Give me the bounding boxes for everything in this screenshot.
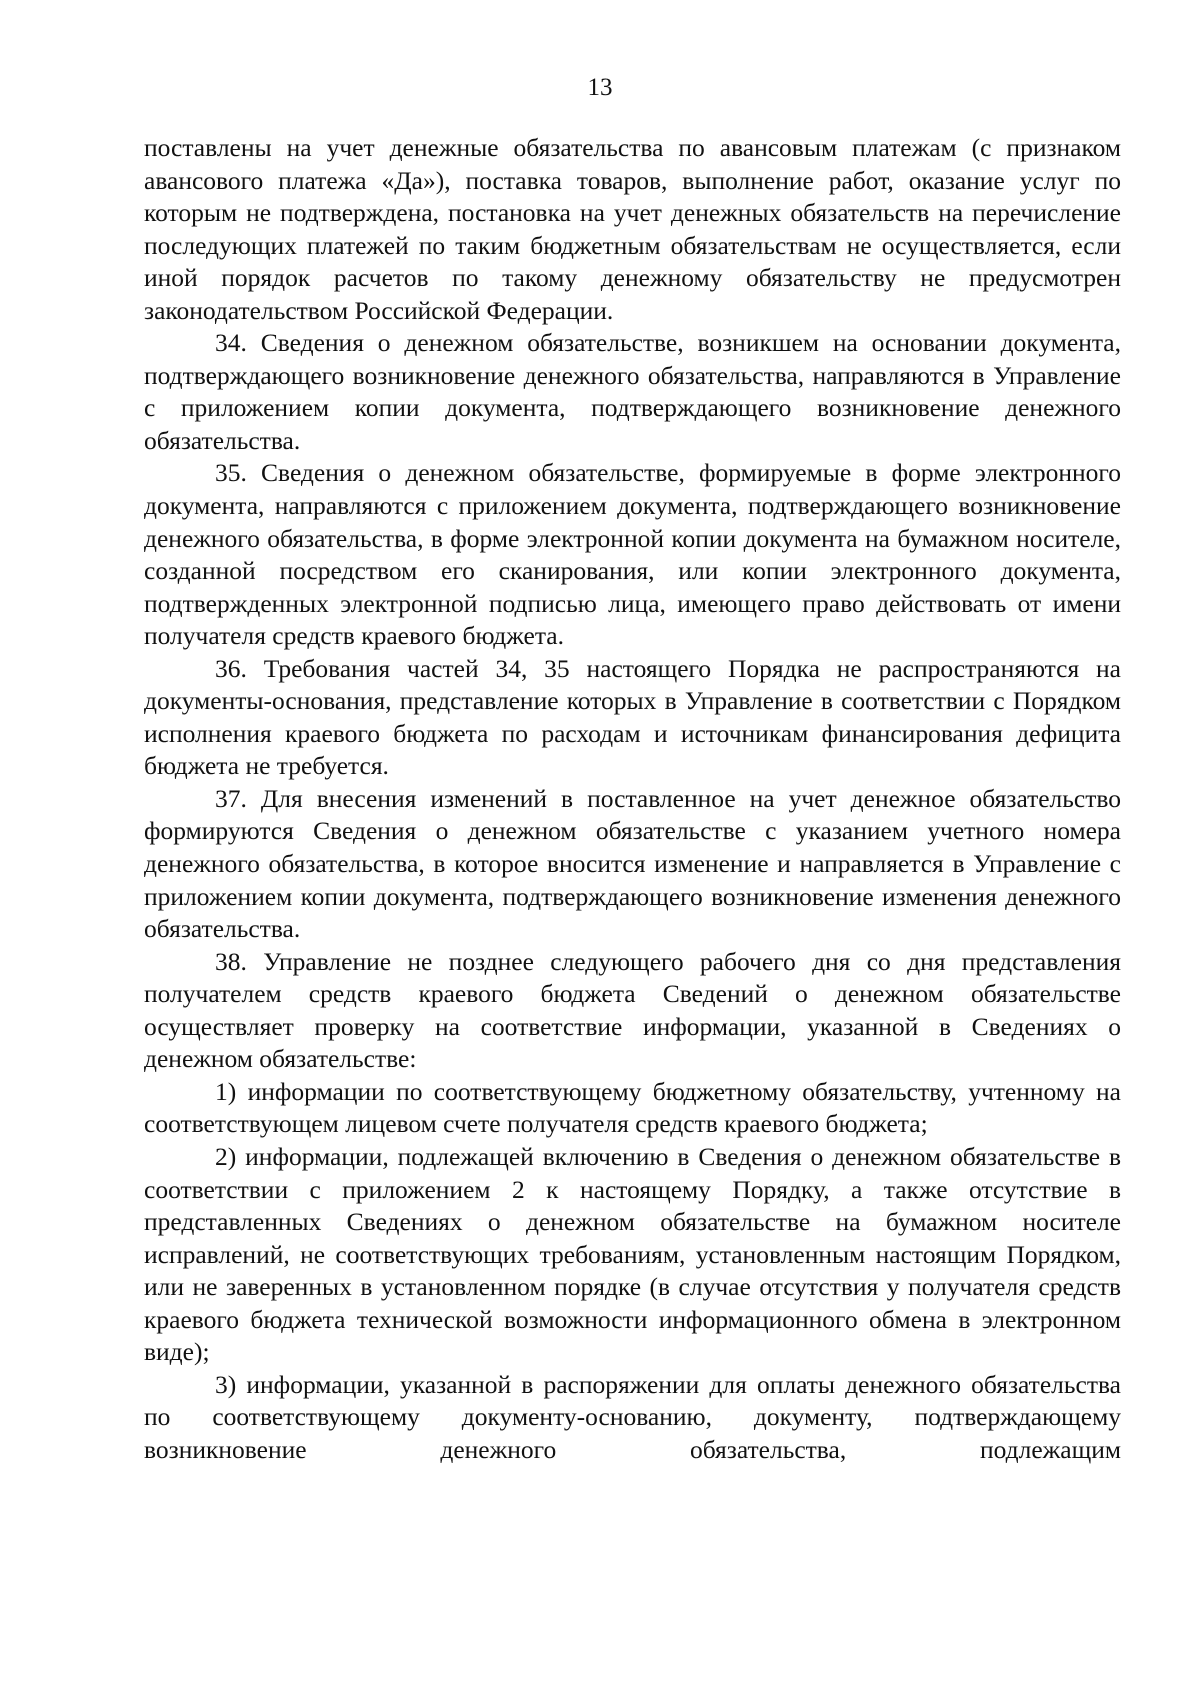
paragraph-38-item-3: 3) информации, указанной в распоряжении для оплаты денежного обязательства по соответствующему документу-основанию, документу, подтверждающему возникновение денежного обязательства, подлежащим — [144, 1369, 1121, 1464]
page-number: 13 — [587, 74, 613, 101]
paragraph-continuation: поставлены на учет денежные обязательства по авансовым платежам (с признаком авансового платежа «Да»), поставка товаров, выполнение работ, оказание услуг по которым не подтверждена, постановка на учет денежных обязательств на перечисление последующих платежей по таким бюджетным обязательствам не осуществляется, если иной порядок расчетов по такому денежному обязательству не предусмотрен законодательством Российской Федерации. — [144, 133, 1121, 325]
paragraph-38: 38. Управление не позднее следующего рабочего дня со дня представления получателем средств краевого бюджета Сведений о денежном обязательстве осуществляет проверку на соответствие информации, указанной в Сведениях о денежном обязательстве: — [144, 946, 1121, 1074]
paragraph-38-item-1: 1) информации по соответствующему бюджетному обязательству, учтенному на соответствующем лицевом счете получателя средств краевого бюджета; — [144, 1076, 1121, 1139]
paragraph-34: 34. Сведения о денежном обязательстве, возникшем на основании документа, подтверждающего возникновение денежного обязательства, направляются в Управление с приложением копии документа, подтверждающего возникновение денежного обязательства. — [144, 328, 1121, 455]
paragraph-38-item-2: 2) информации, подлежащей включению в Сведения о денежном обязательстве в соответствии с приложением 2 к настоящему Порядку, а также отсутствие в представленных Сведениях о денежном обязательстве на бумажном носителе исправлений, не соответствующих требованиям, установленным настоящим Порядком, или не заверенных в установленном порядке (в случае отсутствия у получателя средств краевого бюджета технической возможности информационного обмена в электронном виде); — [144, 1141, 1121, 1367]
document-body — [144, 132, 1121, 1466]
paragraph-36: 36. Требования частей 34, 35 настоящего Порядка не распространяются на документы-основания, представление которых в Управление в соответствии с Порядком исполнения краевого бюджета по расходам и источникам финансирования дефицита бюджета не требуется. — [144, 653, 1121, 781]
paragraph-35: 35. Сведения о денежном обязательстве, формируемые в форме электронного документа, направляются с приложением документа, подтверждающего возникновение денежного обязательства, в форме электронной копии документа на бумажном носителе, созданной посредством его сканирования, или копии электронного документа, подтвержденных электронной подписью лица, имеющего право действовать от имени получателя средств краевого бюджета. — [144, 458, 1121, 651]
paragraph-37: 37. Для внесения изменений в поставленное на учет денежное обязательство формируются Сведения о денежном обязательстве с указанием учетного номера денежного обязательства, в которое вносится изменение и направляется в Управление с приложением копии документа, подтверждающего возникновение изменения денежного обязательства. — [144, 783, 1121, 944]
